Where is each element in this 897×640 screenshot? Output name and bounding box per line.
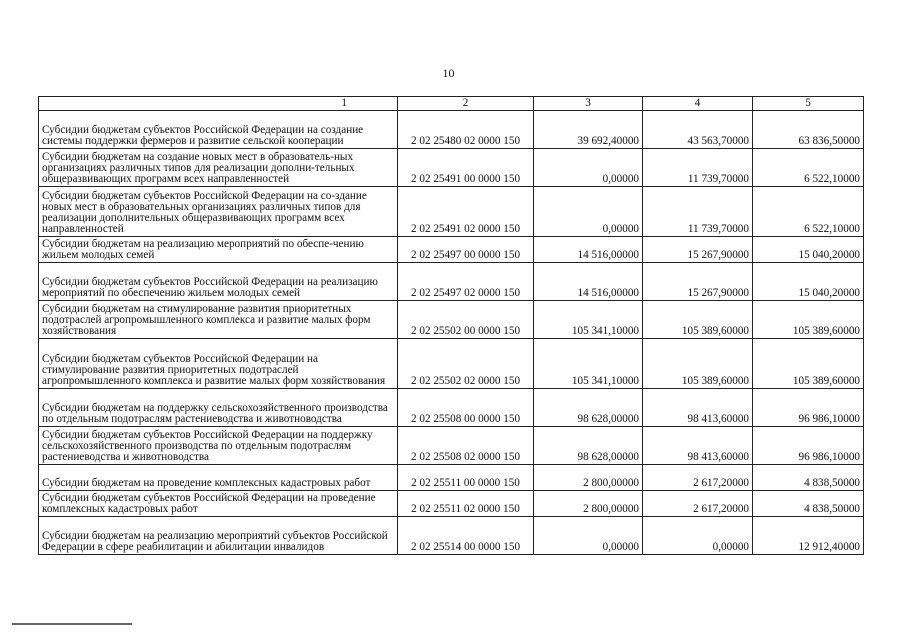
column-header-3: 3 bbox=[534, 97, 643, 111]
row-value-col5: 4 838,50000 bbox=[753, 491, 864, 517]
row-code: 2 02 25480 02 0000 150 bbox=[398, 111, 534, 149]
row-code: 2 02 25497 02 0000 150 bbox=[398, 263, 534, 301]
row-value-col4: 43 563,70000 bbox=[643, 111, 753, 149]
column-header-4: 4 bbox=[643, 97, 753, 111]
row-value-col3: 105 341,10000 bbox=[534, 301, 643, 339]
row-code: 2 02 25491 02 0000 150 bbox=[398, 187, 534, 237]
budget-table bbox=[38, 96, 864, 555]
row-value-col3: 2 800,00000 bbox=[534, 491, 643, 517]
row-value-col5: 96 986,10000 bbox=[753, 389, 864, 427]
row-name: Субсидии бюджетам на реализацию мероприятий по обеспе-чению жильем молодых семей bbox=[39, 237, 398, 263]
table-row bbox=[39, 237, 864, 263]
row-value-col5: 15 040,20000 bbox=[753, 263, 864, 301]
table-row bbox=[39, 465, 864, 491]
row-value-col5: 6 522,10000 bbox=[753, 187, 864, 237]
row-value-col3: 14 516,00000 bbox=[534, 237, 643, 263]
row-value-col3: 98 628,00000 bbox=[534, 389, 643, 427]
row-name: Субсидии бюджетам субъектов Российской Федерации на проведение комплексных кадастровых работ bbox=[39, 491, 398, 517]
row-name: Субсидии бюджетам на поддержку сельскохозяйственного производства по отдельным подотраслям растениеводства и животноводства bbox=[39, 389, 398, 427]
table-row bbox=[39, 491, 864, 517]
row-value-col3: 0,00000 bbox=[534, 517, 643, 555]
row-value-col5: 96 986,10000 bbox=[753, 427, 864, 465]
row-value-col4: 15 267,90000 bbox=[643, 263, 753, 301]
table-row bbox=[39, 111, 864, 149]
table-row bbox=[39, 389, 864, 427]
table-row bbox=[39, 427, 864, 465]
row-value-col4: 2 617,20000 bbox=[643, 465, 753, 491]
footer-rule bbox=[12, 623, 132, 625]
row-value-col4: 98 413,60000 bbox=[643, 389, 753, 427]
column-header-2: 2 bbox=[398, 97, 534, 111]
row-code: 2 02 25497 00 0000 150 bbox=[398, 237, 534, 263]
row-code: 2 02 25511 02 0000 150 bbox=[398, 491, 534, 517]
row-code: 2 02 25502 00 0000 150 bbox=[398, 301, 534, 339]
table-row bbox=[39, 149, 864, 187]
row-value-col4: 0,00000 bbox=[643, 517, 753, 555]
column-header-5: 5 bbox=[753, 97, 864, 111]
row-value-col3: 2 800,00000 bbox=[534, 465, 643, 491]
row-value-col3: 14 516,00000 bbox=[534, 263, 643, 301]
row-value-col4: 98 413,60000 bbox=[643, 427, 753, 465]
row-name: Субсидии бюджетам на реализацию мероприятий субъектов Российской Федерации в сфере реабилитации и абилитации инвалидов bbox=[39, 517, 398, 555]
row-value-col3: 39 692,40000 bbox=[534, 111, 643, 149]
row-value-col5: 6 522,10000 bbox=[753, 149, 864, 187]
table-row bbox=[39, 263, 864, 301]
row-name: Субсидии бюджетам субъектов Российской Федерации на со-здание новых мест в образовательных организациях различных типов для реализации дополнительных общеразвивающих программ всех направленностей bbox=[39, 187, 398, 237]
row-value-col5: 105 389,60000 bbox=[753, 339, 864, 389]
table-row bbox=[39, 339, 864, 389]
row-name: Субсидии бюджетам на проведение комплексных кадастровых работ bbox=[39, 465, 398, 491]
table-header-row bbox=[39, 97, 864, 111]
row-code: 2 02 25511 00 0000 150 bbox=[398, 465, 534, 491]
row-value-col4: 15 267,90000 bbox=[643, 237, 753, 263]
row-name: Субсидии бюджетам субъектов Российской Федерации на стимулирование развития приоритетных подотраслей агропромышленного комплекса и развитие малых форм хозяйствования bbox=[39, 339, 398, 389]
row-code: 2 02 25508 00 0000 150 bbox=[398, 389, 534, 427]
row-name: Субсидии бюджетам субъектов Российской Федерации на создание системы поддержки фермеров и развитие сельской кооперации bbox=[39, 111, 398, 149]
row-value-col4: 2 617,20000 bbox=[643, 491, 753, 517]
page-number: 10 bbox=[442, 66, 455, 80]
table-row bbox=[39, 517, 864, 555]
row-value-col5: 105 389,60000 bbox=[753, 301, 864, 339]
row-value-col5: 4 838,50000 bbox=[753, 465, 864, 491]
row-value-col5: 12 912,40000 bbox=[753, 517, 864, 555]
row-value-col3: 98 628,00000 bbox=[534, 427, 643, 465]
column-header-1: 1 bbox=[39, 97, 398, 111]
row-value-col3: 105 341,10000 bbox=[534, 339, 643, 389]
row-value-col3: 0,00000 bbox=[534, 187, 643, 237]
row-name: Субсидии бюджетам субъектов Российской Федерации на поддержку сельскохозяйственного производства по отдельным подотраслям растениеводства и животноводства bbox=[39, 427, 398, 465]
row-code: 2 02 25508 02 0000 150 bbox=[398, 427, 534, 465]
row-value-col4: 11 739,70000 bbox=[643, 149, 753, 187]
row-code: 2 02 25502 02 0000 150 bbox=[398, 339, 534, 389]
row-name: Субсидии бюджетам на стимулирование развития приоритетных подотраслей агропромышленного комплекса и развитие малых форм хозяйствования bbox=[39, 301, 398, 339]
row-value-col3: 0,00000 bbox=[534, 149, 643, 187]
row-value-col5: 15 040,20000 bbox=[753, 237, 864, 263]
row-name: Субсидии бюджетам на создание новых мест в образователь-ных организациях различных типов для реализации дополни-тельных общеразвивающих программ всех направленностей bbox=[39, 149, 398, 187]
row-value-col4: 11 739,70000 bbox=[643, 187, 753, 237]
row-name: Субсидии бюджетам субъектов Российской Федерации на реализацию мероприятий по обеспечению жильем молодых семей bbox=[39, 263, 398, 301]
row-value-col4: 105 389,60000 bbox=[643, 339, 753, 389]
row-value-col4: 105 389,60000 bbox=[643, 301, 753, 339]
row-value-col5: 63 836,50000 bbox=[753, 111, 864, 149]
table-row bbox=[39, 187, 864, 237]
row-code: 2 02 25514 00 0000 150 bbox=[398, 517, 534, 555]
row-code: 2 02 25491 00 0000 150 bbox=[398, 149, 534, 187]
table-row bbox=[39, 301, 864, 339]
